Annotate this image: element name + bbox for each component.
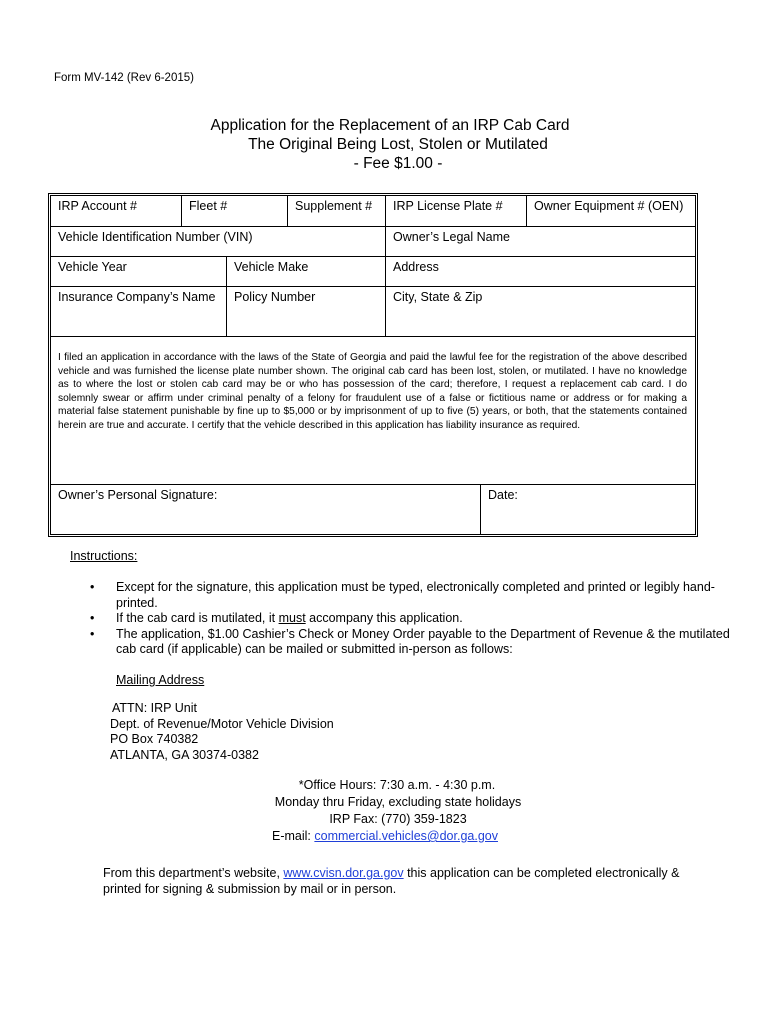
form-number: Form MV-142 (Rev 6-2015)	[54, 72, 194, 84]
irp-fax: IRP Fax: (770) 359-1823	[329, 812, 467, 826]
office-days: Monday thru Friday, excluding state holidays	[274, 795, 522, 809]
bullet-icon: •	[90, 580, 95, 594]
vin-field[interactable]	[51, 227, 386, 257]
irp-plate-field[interactable]	[386, 196, 527, 227]
address-line-1: ATTN: IRP Unit	[112, 701, 197, 715]
instruction-item	[90, 627, 730, 658]
instruction-text-3: The application, $1.00 Cashier’s Check or Money Order payable to the Department of Revenue & the mutilated cab card (if applicable) can be mailed or submitted in-person as follows:	[116, 626, 730, 656]
instruction-text-2b: accompany this application.	[305, 611, 463, 625]
vehicle-make-label: Vehicle Make	[234, 260, 309, 274]
oen-field[interactable]	[527, 196, 695, 227]
form-title	[0, 116, 770, 173]
insurance-label: Insurance Company’s Name	[58, 290, 216, 304]
office-info	[0, 777, 770, 845]
city-state-zip-field[interactable]	[386, 287, 695, 337]
date-field[interactable]	[481, 485, 695, 534]
email-link[interactable]: commercial.vehicles@dor.ga.gov	[314, 829, 498, 843]
title-line-1: Application for the Replacement of an IRP Cab Card	[210, 117, 570, 134]
website-link[interactable]: www.cvisn.dor.ga.gov	[283, 866, 404, 880]
supplement-label: Supplement #	[295, 199, 373, 213]
city-state-zip-label: City, State & Zip	[393, 290, 483, 304]
instruction-emphasis: must	[278, 611, 306, 625]
irp-plate-label: IRP License Plate #	[393, 199, 503, 213]
date-label: Date:	[488, 488, 518, 502]
website-text-pre: From this department’s website,	[103, 866, 284, 880]
vehicle-year-label: Vehicle Year	[58, 260, 127, 274]
instructions-heading: Instructions:	[70, 549, 138, 563]
title-line-2: The Original Being Lost, Stolen or Mutilated	[248, 136, 548, 153]
address-field[interactable]	[386, 257, 695, 287]
insurance-field[interactable]	[51, 287, 227, 337]
website-note	[103, 865, 703, 897]
instruction-text-2a: If the cab card is mutilated, it	[116, 611, 279, 625]
bullet-icon: •	[90, 611, 95, 625]
instructions-list	[90, 580, 730, 658]
mailing-address	[110, 701, 334, 763]
address-line-4: ATLANTA, GA 30374-0382	[110, 747, 259, 762]
instruction-item	[90, 611, 730, 627]
policy-field[interactable]	[227, 287, 386, 337]
address-label: Address	[393, 260, 439, 274]
signature-label: Owner’s Personal Signature:	[58, 488, 218, 502]
title-fee: - Fee $1.00 -	[353, 155, 443, 172]
certification-statement: I filed an application in accordance with the laws of the State of Georgia and paid the lawful fee for the registration of the above described vehicle and was furnished the license plate number shown. The original cab card has been lost, stolen, or mutilated. I have no knowledge as to where the lost or stolen cab card may be or who has possession of the card; therefore, I request a replacement cab card. I do solemnly swear or affirm under criminal penalty of a felony for fraudulent use of a false or fictitious name or address or for making a material false statement punishable by fine up to $5,000 or by imprisonment of up to five (5) years, or both, that the statements contained herein are true and accurate. I certify that the vehicle described in this application has liability insurance as required.	[51, 337, 695, 485]
oen-label: Owner Equipment # (OEN)	[534, 199, 684, 213]
bullet-icon: •	[90, 626, 95, 641]
email-line	[0, 828, 770, 845]
office-hours: *Office Hours: 7:30 a.m. - 4:30 p.m.	[298, 778, 496, 792]
vehicle-year-field[interactable]	[51, 257, 227, 287]
vin-label: Vehicle Identification Number (VIN)	[58, 230, 253, 244]
instruction-text-1: Except for the signature, this application must be typed, electronically completed and printed or legibly hand-printed.	[116, 580, 715, 610]
fleet-label: Fleet #	[189, 199, 228, 213]
instruction-item	[90, 580, 730, 611]
policy-label: Policy Number	[234, 290, 316, 304]
irp-account-field[interactable]	[51, 196, 182, 227]
owner-name-label: Owner’s Legal Name	[393, 230, 510, 244]
address-line-2: Dept. of Revenue/Motor Vehicle Division	[110, 716, 334, 731]
mailing-address-heading: Mailing Address	[116, 673, 205, 687]
website-text-post: this application can be completed electronically & printed for signing & submission by mail or in person.	[103, 866, 680, 896]
supplement-field[interactable]	[288, 196, 386, 227]
irp-account-label: IRP Account #	[58, 199, 137, 213]
vehicle-make-field[interactable]	[227, 257, 386, 287]
fleet-field[interactable]	[182, 196, 288, 227]
application-form-table	[48, 193, 698, 537]
owner-name-field[interactable]	[386, 227, 695, 257]
signature-field[interactable]	[51, 485, 481, 534]
address-line-3: PO Box 740382	[110, 732, 199, 746]
email-label: E-mail:	[272, 829, 315, 843]
